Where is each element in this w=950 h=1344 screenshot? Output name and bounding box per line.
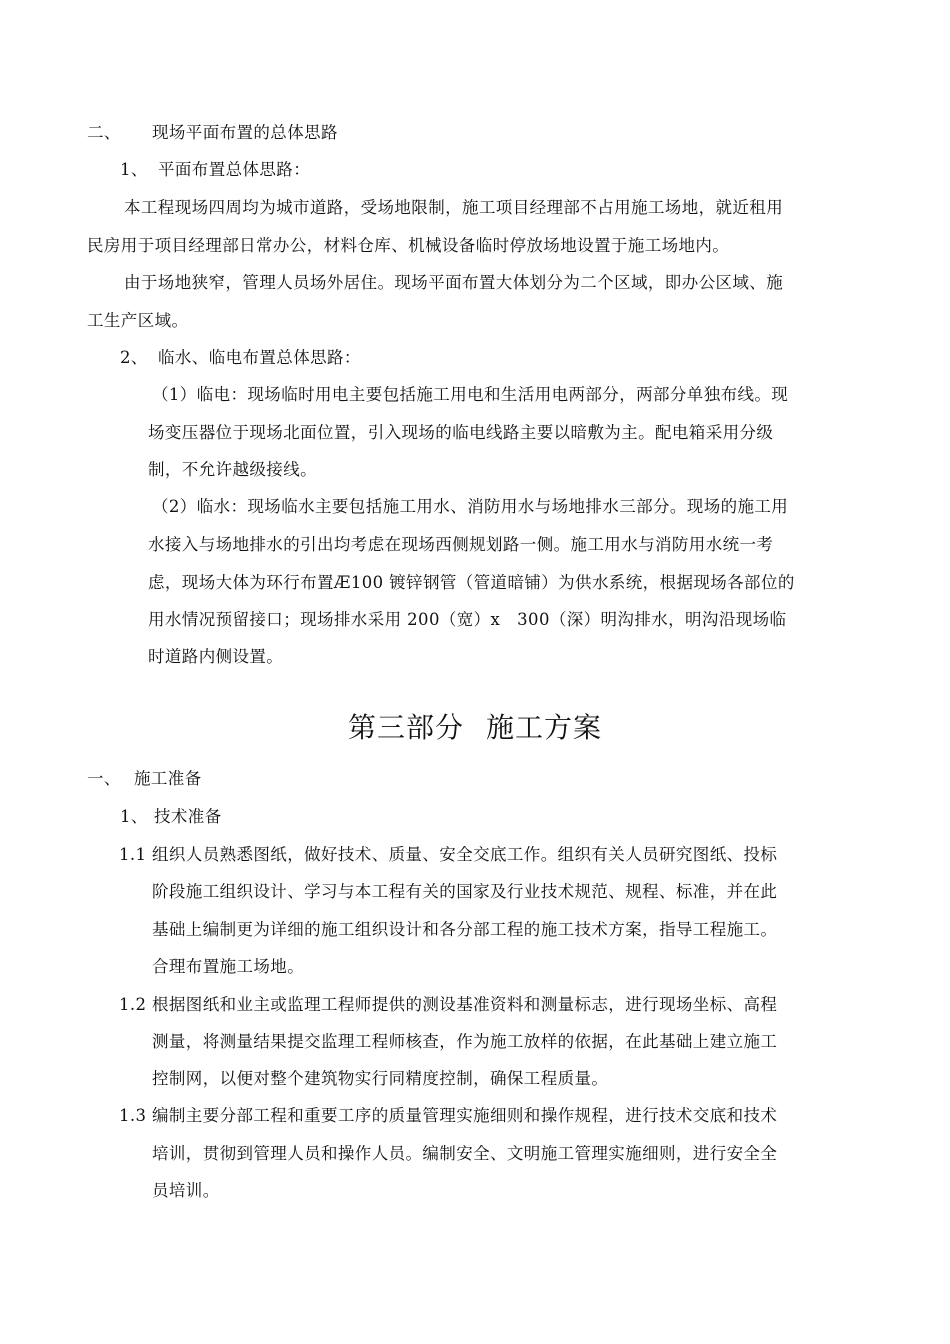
subsection-number: 1、 [120,160,148,179]
paragraph-line: 根据图纸和业主或监理工程师提供的测设基准资料和测量标志，进行现场坐标、高程 [152,995,778,1014]
section-number: 一、 [87,769,121,788]
subsection-number: 2、 [120,348,148,367]
subsection-heading: 临水、临电布置总体思路： [158,348,361,367]
paragraph-line: 阶段施工组织设计、学习与本工程有关的国家及行业技术规范、规程、标准，并在此 [152,882,778,901]
subsection-heading: 技术准备 [154,807,222,826]
paragraph-line: 水接入与场地排水的引出均考虑在现场西侧规划路一侧。施工用水与消防用水统一考 [148,535,774,554]
paragraph-line: 虑，现场大体为环行布置Æ100 镀锌钢管（管道暗铺）为供水系统，根据现场各部位的 [148,573,795,592]
paragraph-line: 民房用于项目经理部日常办公，材料仓库、机械设备临时停放场地设置于施工场地内。 [87,236,730,255]
paragraph-line: 场变压器位于现场北面位置，引入现场的临电线路主要以暗敷为主。配电箱采用分级 [148,423,774,442]
paragraph-line: 培训，贯彻到管理人员和操作人员。编制安全、文明施工管理实施细则，进行安全全 [152,1144,778,1163]
paragraph-line: 编制主要分部工程和重要工序的质量管理实施细则和操作规程，进行技术交底和技术 [152,1106,778,1125]
paragraph-line: 时道路内侧设置。 [148,647,284,666]
paragraph-line: 用水情况预留接口；现场排水采用 200（宽）x 300（深）明沟排水，明沟沿现场临 [148,610,787,629]
section-heading: 施工准备 [134,769,202,788]
section-heading: 现场平面布置的总体思路 [152,123,338,142]
subsection-number: 1、 [120,807,148,826]
item-number: 1.3 [119,1106,147,1125]
section-number: 二、 [87,123,121,142]
paragraph-line: 本工程现场四周均为城市道路，受场地限制，施工项目经理部不占用施工场地，就近租用 [124,198,784,217]
paragraph-line: 员培训。 [152,1181,220,1200]
part-title-number: 第三部分 [347,711,464,744]
paragraph-line: 由于场地狭窄，管理人员场外居住。现场平面布置大体划分为二个区域，即办公区域、施 [124,273,784,292]
paragraph-line: 测量，将测量结果提交监理工程师核查，作为施工放样的依据，在此基础上建立施工 [152,1032,778,1051]
paragraph-line: 基础上编制更为详细的施工组织设计和各分部工程的施工技术方案，指导工程施工。 [152,920,778,939]
part-title-text: 施工方案 [486,711,603,744]
paragraph-line: 工生产区域。 [87,311,189,330]
paragraph-line: 控制网，以便对整个建筑物实行同精度控制，确保工程质量。 [152,1069,609,1088]
part-title [0,710,950,746]
subsection-heading: 平面布置总体思路： [158,160,311,179]
item-number: 1.1 [119,845,147,864]
paragraph-line: 组织人员熟悉图纸，做好技术、质量、安全交底工作。组织有关人员研究图纸、投标 [152,845,778,864]
paragraph-line: （2）临水：现场临水主要包括施工用水、消防用水与场地排水三部分。现场的施工用 [152,497,789,516]
paragraph-line: 合理布置施工场地。 [152,957,305,976]
item-number: 1.2 [119,995,147,1014]
paragraph-line: （1）临电：现场临时用电主要包括施工用电和生活用电两部分，两部分单独布线。现 [152,385,789,404]
paragraph-line: 制，不允许越级接线。 [148,460,317,479]
